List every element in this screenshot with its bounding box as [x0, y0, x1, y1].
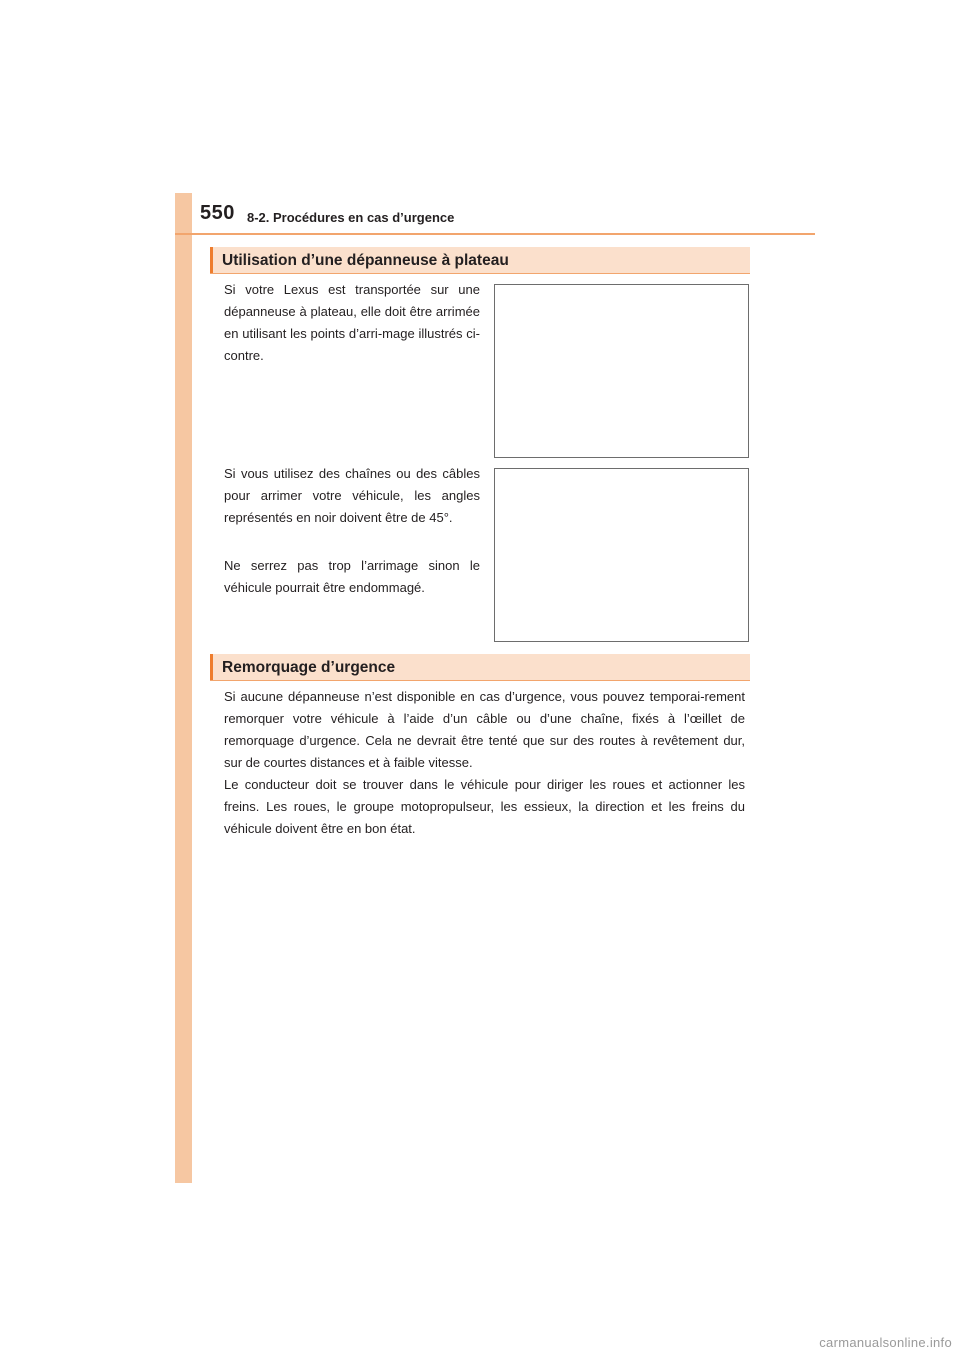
- section-title: Utilisation d’une dépanneuse à plateau: [222, 252, 509, 269]
- paragraph: Si votre Lexus est transportée sur une dépanneuse à plateau, elle doit être arrimée en utilisant les points d’arri-mage illustrés ci-contre.: [224, 282, 480, 363]
- paragraph: Si vous utilisez des chaînes ou des câbles pour arrimer votre véhicule, les angles représentés en noir doivent être de 45°.: [224, 466, 480, 525]
- paragraph: Le conducteur doit se trouver dans le véhicule pour diriger les roues et actionner les freins. Les roues, le groupe motopropulseur, les essieux, la direction et les freins du véhicule doivent être en bon état.: [224, 777, 745, 836]
- tie-down-angle-figure: [494, 468, 749, 642]
- page-number: 550: [200, 202, 235, 224]
- section-heading-flatbed: [210, 247, 750, 274]
- chapter-title: 8-2. Procédures en cas d’urgence: [247, 210, 455, 225]
- section-heading-emergency-towing: [210, 654, 750, 681]
- tie-down-points-figure: [494, 284, 749, 458]
- side-band: [175, 193, 192, 1183]
- paragraph: Si aucune dépanneuse n’est disponible en cas d’urgence, vous pouvez temporai-rement remorquer votre véhicule à l’aide d’un câble ou d’une chaîne, fixés à l’œillet de remorquage d’urgence. Cela ne devrait être tenté que sur des routes à revêtement dur, sur de courtes distances et à faible vitesse.: [224, 689, 745, 770]
- paragraph: Ne serrez pas trop l’arrimage sinon le véhicule pourrait être endommagé.: [224, 558, 480, 595]
- header-rule: [175, 233, 815, 235]
- watermark: carmanualsonline.info: [819, 1335, 952, 1350]
- section-title: Remorquage d’urgence: [222, 659, 396, 676]
